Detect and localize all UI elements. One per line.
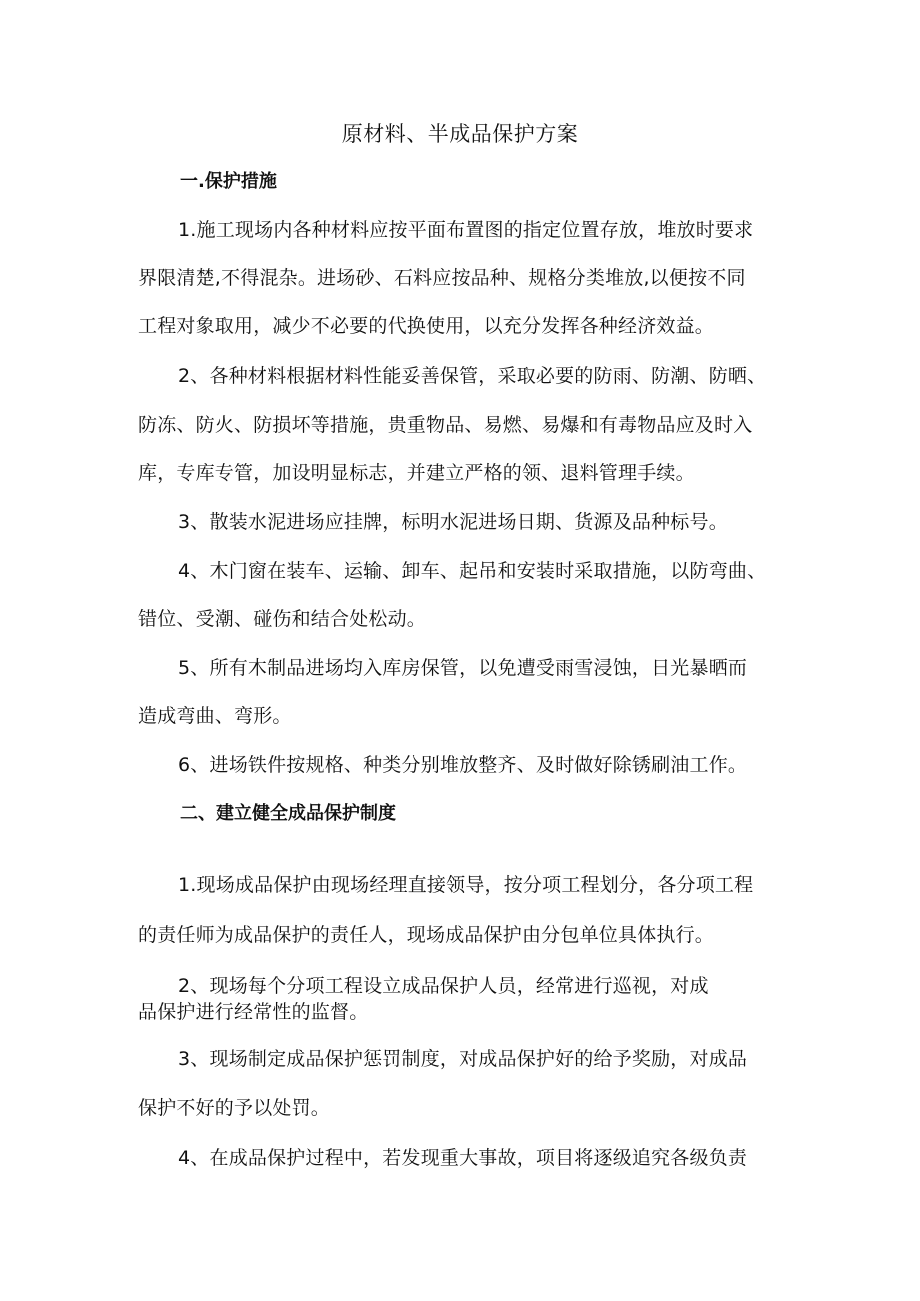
paragraph-line: 品保护进行经常性的监督。: [138, 1001, 369, 1023]
paragraph-line: 1.现场成品保护由现场经理直接领导，按分项工程划分，各分项工程: [178, 874, 754, 896]
paragraph-line: 保护不好的予以处罚。: [138, 1097, 331, 1119]
paragraph-line: 6、进场铁件按规格、种类分别堆放整齐、及时做好除锈刷油工作。: [178, 754, 748, 776]
paragraph-line: 错位、受潮、碰伤和结合处松动。: [138, 608, 427, 630]
paragraph-line: 防冻、防火、防损坏等措施，贵重物品、易燃、易爆和有毒物品应及时入: [138, 414, 753, 436]
paragraph-line: 3、现场制定成品保护惩罚制度，对成品保护好的给予奖励，对成品: [178, 1048, 748, 1070]
paragraph-line: 工程对象取用，减少不必要的代换使用，以充分发挥各种经济效益。: [138, 315, 715, 337]
paragraph-line: 造成弯曲、弯形。: [138, 705, 292, 727]
paragraph-line: 2、现场每个分项工程设立成品保护人员，经常进行巡视，对成: [178, 975, 709, 997]
paragraph-line: 库，专库专管，加设明显标志，并建立严格的领、退料管理手续。: [138, 462, 695, 484]
document-title: 原材料、半成品保护方案: [341, 122, 579, 146]
section-heading-1: 一.保护措施: [180, 171, 277, 192]
paragraph-line: 4、木门窗在装车、运输、卸车、起吊和安装时采取措施，以防弯曲、: [178, 560, 767, 582]
paragraph-line: 界限清楚,不得混杂。进场砂、石料应按品种、规格分类堆放,以便按不同: [138, 267, 746, 289]
paragraph-line: 5、所有木制品进场均入库房保管，以免遭受雨雪浸蚀，日光暴晒而: [178, 657, 748, 679]
paragraph-line: 3、散装水泥进场应挂牌，标明水泥进场日期、货源及品种标号。: [178, 511, 728, 533]
section-heading-2: 二、建立健全成品保护制度: [180, 803, 396, 824]
paragraph-line: 2、各种材料根据材料性能妥善保管，采取必要的防雨、防潮、防晒、: [178, 365, 767, 387]
paragraph-line: 1.施工现场内各种材料应按平面布置图的指定位置存放，堆放时要求: [178, 219, 754, 241]
paragraph-line: 的责任师为成品保护的责任人，现场成品保护由分包单位具体执行。: [138, 924, 715, 946]
paragraph-line: 4、在成品保护过程中，若发现重大事故，项目将逐级追究各级负责: [178, 1147, 748, 1169]
